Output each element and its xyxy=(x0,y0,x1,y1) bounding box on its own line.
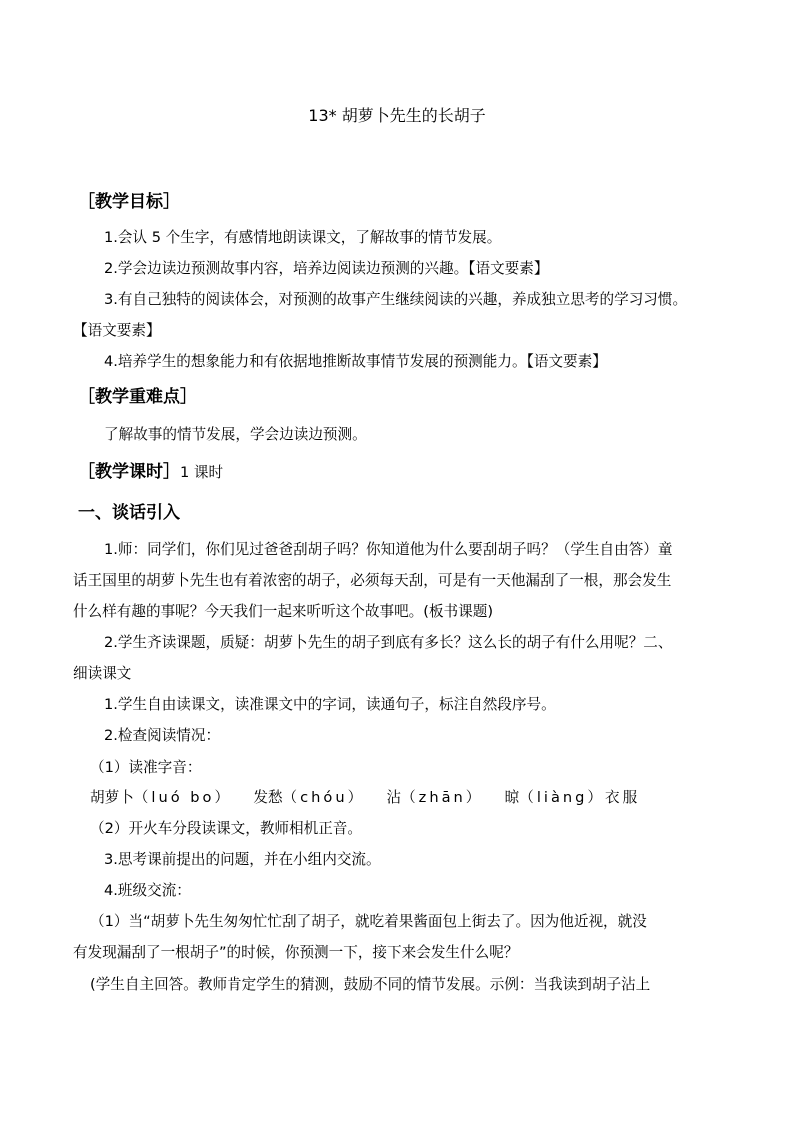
pinyin-reading: （chóu） xyxy=(282,789,366,806)
objective-line: 3.有自己独特的阅读体会，对预测的故事产生继续阅读的兴趣，养成独立思考的学习习惯。 xyxy=(104,291,688,308)
objectives-heading: ［教学目标］ xyxy=(78,192,180,212)
hours-value: 1 课时 xyxy=(180,464,224,481)
keypoints-text: 了解故事的情节发展，学会边读边预测。 xyxy=(104,426,367,443)
paragraph-line: 3.思考课前提出的问题，并在小组内交流。 xyxy=(104,851,381,868)
objective-line: 4.培养学生的想象能力和有依据地推断故事情节发展的预测能力。【语文要素】 xyxy=(104,353,607,370)
paragraph-line: 什么样有趣的事呢？今天我们一起来听听这个故事吧。(板书课题) xyxy=(73,603,494,620)
paragraph-line: 1.师：同学们，你们见过爸爸刮胡子吗？你知道他为什么要刮胡子吗？（学生自由答）童 xyxy=(104,541,673,558)
pinyin-word: 发愁 xyxy=(253,789,283,806)
pinyin-reading: （liàng）衣服 xyxy=(519,789,641,806)
paragraph-line: (学生自主回答。教师肯定学生的猜测，鼓励不同的情节发展。示例：当我读到胡子沾上 xyxy=(90,976,651,993)
paragraph-line: （2）开火车分段读课文，教师相机正音。 xyxy=(90,820,362,837)
paragraph-line: 2.学生齐读课题，质疑：胡萝卜先生的胡子到底有多长？这么长的胡子有什么用呢？二、 xyxy=(104,634,673,651)
paragraph-line: 4.班级交流： xyxy=(104,882,191,899)
hours-heading-label: ［教学课时］ xyxy=(78,462,180,482)
paragraph-line: 细读课文 xyxy=(73,665,132,682)
objective-line: 2.学会边读边预测故事内容，培养边阅读边预测的兴趣。【语文要素】 xyxy=(104,260,549,277)
pinyin-row xyxy=(90,788,640,808)
paragraph-line: （1）当“胡萝卜先生匆匆忙忙刮了胡子，就吃着果酱面包上街去了。因为他近视，就没 xyxy=(90,913,647,930)
paragraph-line: （1）读准字音： xyxy=(90,759,202,776)
objective-line: 1.会认 5 个生字，有感情地朗读课文，了解故事的情节发展。 xyxy=(104,229,502,246)
paragraph-line: 2.检查阅读情况： xyxy=(104,727,221,744)
objective-line: 【语文要素】 xyxy=(73,322,161,339)
hours-heading xyxy=(78,460,223,485)
part1-heading: 一、谈话引入 xyxy=(78,503,180,523)
paragraph-line: 话王国里的胡萝卜先生也有着浓密的胡子，必须每天刮，可是有一天他漏刮了一根，那会发生 xyxy=(73,572,672,589)
pinyin-reading: （zhān） xyxy=(401,789,484,806)
paragraph-line: 1.学生自由读课文，读准课文中的字词，读通句子，标注自然段序号。 xyxy=(104,696,556,713)
page-title: 13* 胡萝卜先生的长胡子 xyxy=(308,106,486,125)
keypoints-heading: ［教学重难点］ xyxy=(78,387,197,407)
pinyin-word: 沾 xyxy=(386,789,402,806)
paragraph-line: 有发现漏刮了一根胡子”的时候，你预测一下，接下来会发生什么呢？ xyxy=(73,944,519,961)
pinyin-word: 胡萝卜 xyxy=(90,789,134,806)
pinyin-word: 晾 xyxy=(504,789,520,806)
pinyin-reading: （luó bo） xyxy=(133,789,233,806)
